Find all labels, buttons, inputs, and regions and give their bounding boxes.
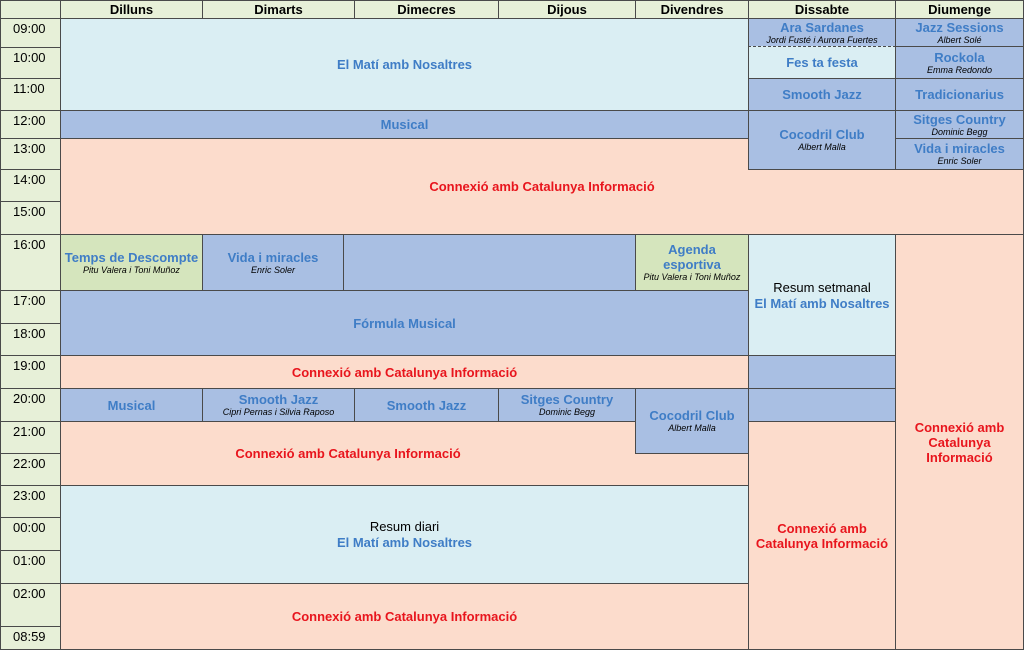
program-vida-i-miracles-tue[interactable] xyxy=(202,234,344,291)
program-connexio-evening[interactable] xyxy=(60,355,749,389)
program-host: Pitu Valera i Toni Muñoz xyxy=(83,264,180,275)
time-label: 09:00 xyxy=(0,18,61,48)
program-formula-musical[interactable] xyxy=(60,290,749,356)
program-title: Vida i miracles xyxy=(227,249,319,265)
program-fes-ta-festa[interactable] xyxy=(748,46,896,79)
time-label: 23:00 xyxy=(0,485,61,518)
program-title: Ara Sardanes xyxy=(780,19,864,35)
program-temps-de-descompte[interactable] xyxy=(60,234,203,291)
program-host: Albert Solé xyxy=(937,34,982,45)
program-title: Cocodril Club xyxy=(779,127,865,142)
header-day-diumenge: Diumenge xyxy=(895,0,1024,19)
program-tradicionarius[interactable] xyxy=(895,78,1024,111)
program-connexio-late[interactable] xyxy=(60,583,749,650)
program-resum-diari[interactable] xyxy=(60,485,749,584)
program-host: Dominic Begg xyxy=(931,126,988,137)
program-title: El Matí amb Nosaltres xyxy=(336,57,473,72)
program-host: Enric Soler xyxy=(937,156,982,166)
program-smooth-jazz-tue[interactable] xyxy=(202,388,355,422)
program-agenda-esportiva[interactable] xyxy=(635,234,749,291)
program-host: Pitu Valera i Toni Muñoz xyxy=(643,272,741,282)
program-sat-evening-1 xyxy=(748,355,896,389)
header-day-dimarts: Dimarts xyxy=(202,0,355,19)
program-title: Smooth Jazz xyxy=(782,87,862,102)
program-ara-sardanes[interactable] xyxy=(748,18,896,47)
time-label: 01:00 xyxy=(0,550,61,584)
program-title: Smooth Jazz xyxy=(238,392,319,407)
program-host: Cipri Pernas i Silvia Raposo xyxy=(222,407,335,417)
program-connexio-night-fri xyxy=(635,453,749,486)
program-host: Jordi Fusté i Aurora Fuertes xyxy=(766,34,878,45)
program-title: Fórmula Musical xyxy=(353,315,456,331)
program-title: Connexió amb Catalunya Informació xyxy=(291,364,518,380)
program-title: Musical xyxy=(107,397,156,413)
time-label: 13:00 xyxy=(0,138,61,170)
time-label: 12:00 xyxy=(0,110,61,139)
program-title: Jazz Sessions xyxy=(915,19,1004,35)
time-label: 21:00 xyxy=(0,421,61,454)
program-title: El Matí amb Nosaltres xyxy=(754,295,890,311)
program-vida-i-miracles-sun[interactable] xyxy=(895,138,1024,170)
program-sitges-country-thu[interactable] xyxy=(498,388,636,422)
program-title: Cocodril Club xyxy=(649,408,735,423)
program-title: Rockola xyxy=(934,49,985,65)
program-host: Dominic Begg xyxy=(538,407,596,417)
header-corner xyxy=(0,0,61,19)
time-label: 16:00 xyxy=(0,234,61,291)
header-day-dimecres: Dimecres xyxy=(354,0,499,19)
program-formula-block-top xyxy=(343,234,636,291)
time-label: 08:59 xyxy=(0,626,61,650)
program-host: Enric Soler xyxy=(250,264,295,275)
program-cocodril-club-sat[interactable] xyxy=(748,110,896,170)
program-sat-evening-2 xyxy=(748,388,896,422)
time-label: 10:00 xyxy=(0,47,61,79)
program-mati-weekdays[interactable] xyxy=(60,18,749,111)
time-label: 18:00 xyxy=(0,323,61,356)
header-day-dijous: Dijous xyxy=(498,0,636,19)
program-connexio-sun[interactable] xyxy=(895,234,1024,650)
program-host: Emma Redondo xyxy=(926,64,993,75)
program-host: Albert Malla xyxy=(798,142,846,152)
program-title: Sitges Country xyxy=(913,111,1006,127)
header-day-dilluns: Dilluns xyxy=(60,0,203,19)
program-musical-weekdays[interactable] xyxy=(60,110,749,139)
program-title: Connexió amb Catalunya Informació xyxy=(755,520,889,551)
program-title: Connexió amb Catalunya Informació xyxy=(914,419,1005,465)
program-jazz-sessions[interactable] xyxy=(895,18,1024,47)
time-label: 11:00 xyxy=(0,78,61,111)
program-title: Musical xyxy=(380,117,429,132)
program-title: Connexió amb Catalunya Informació xyxy=(291,609,518,624)
time-label: 15:00 xyxy=(0,201,61,235)
header-day-divendres: Divendres xyxy=(635,0,749,19)
time-label: 17:00 xyxy=(0,290,61,324)
time-label: 02:00 xyxy=(0,583,61,627)
time-label: 00:00 xyxy=(0,517,61,551)
program-host: Albert Malla xyxy=(668,423,716,433)
program-title: Vida i miracles xyxy=(914,141,1005,156)
time-label: 14:00 xyxy=(0,169,61,202)
program-title: Sitges Country xyxy=(520,392,614,407)
program-subtitle: Resum diari xyxy=(369,519,440,534)
program-connexio-sat-night[interactable] xyxy=(748,421,896,650)
time-label: 20:00 xyxy=(0,388,61,422)
program-title: Tradicionarius xyxy=(915,87,1004,102)
time-label: 19:00 xyxy=(0,355,61,389)
program-subtitle: Resum setmanal xyxy=(773,279,871,295)
time-label: 22:00 xyxy=(0,453,61,486)
program-resum-setmanal[interactable] xyxy=(748,234,896,356)
program-title: El Matí amb Nosaltres xyxy=(336,535,473,550)
program-title: Temps de Descompte xyxy=(64,249,199,265)
program-musical-mon[interactable] xyxy=(60,388,203,422)
header-day-dissabte: Dissabte xyxy=(748,0,896,19)
program-title: Connexió amb Catalunya Informació xyxy=(429,179,655,194)
program-title: Smooth Jazz xyxy=(386,397,467,413)
program-sitges-country-sun[interactable] xyxy=(895,110,1024,139)
program-connexio-night[interactable] xyxy=(60,421,636,486)
program-smooth-jazz-wed[interactable] xyxy=(354,388,499,422)
program-title: Agenda esportiva xyxy=(663,242,721,272)
program-smooth-jazz-sat[interactable] xyxy=(748,78,896,111)
program-rockola[interactable] xyxy=(895,46,1024,79)
program-title: Connexió amb Catalunya Informació xyxy=(235,446,461,461)
program-title: Fes ta festa xyxy=(786,55,858,70)
program-cocodril-club-fri[interactable] xyxy=(635,388,749,454)
